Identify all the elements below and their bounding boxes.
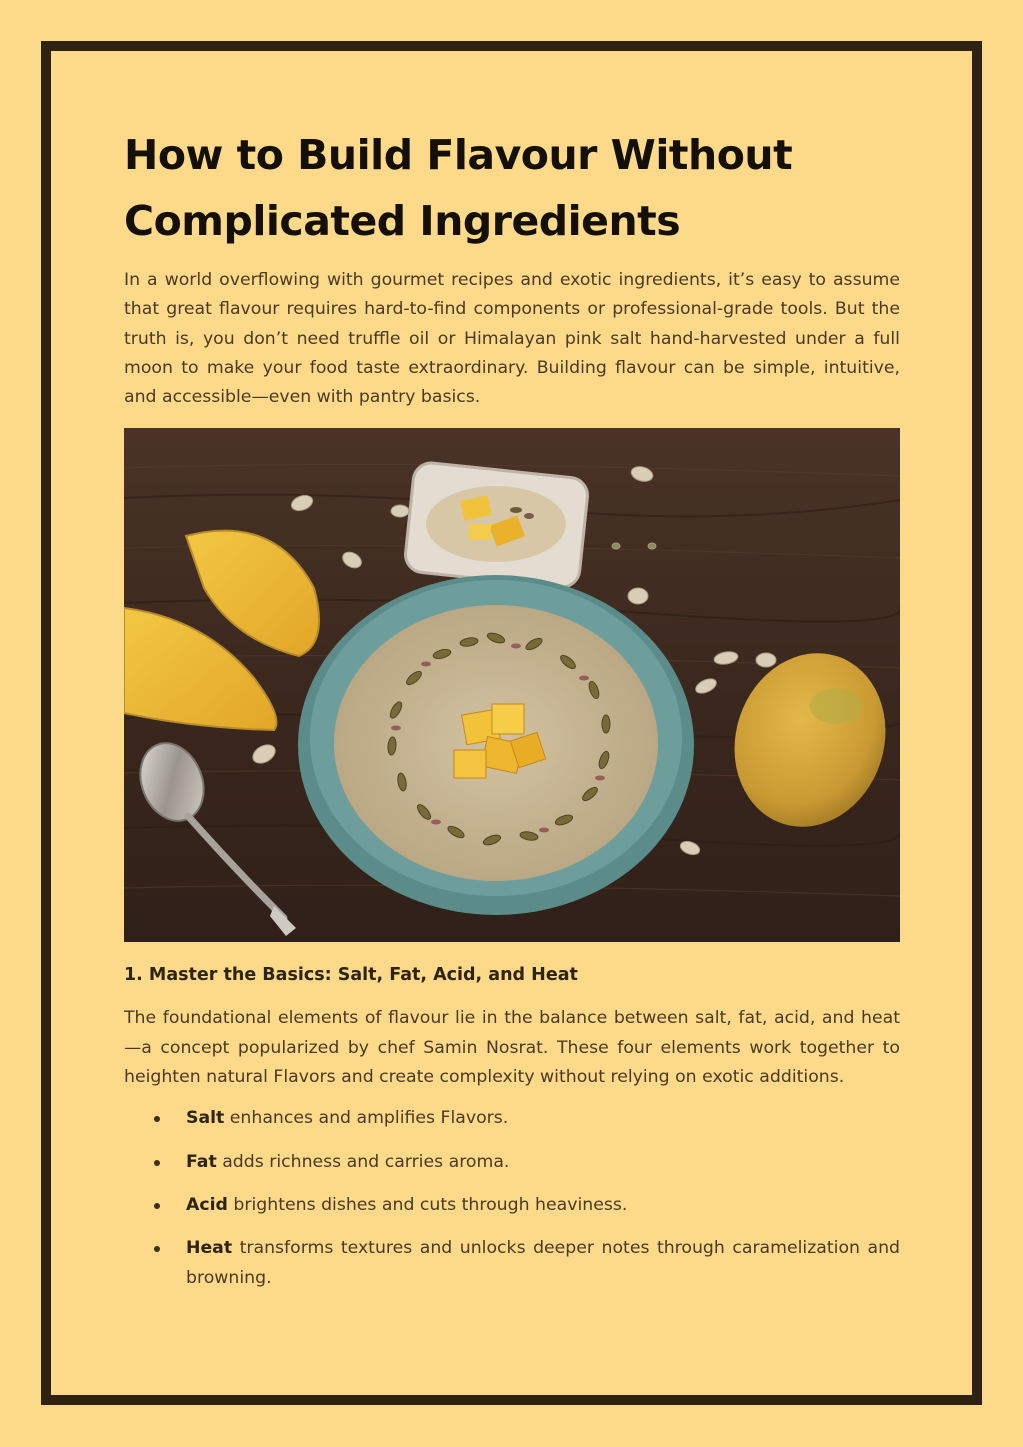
bullet-text: adds richness and carries aroma.: [216, 1151, 510, 1172]
bullet-text: enhances and amplifies Flavors.: [224, 1108, 509, 1129]
page-title: [124, 122, 900, 254]
section-heading: 1. Master the Basics: Salt, Fat, Acid, and Heat: [124, 965, 578, 986]
bullet-icon: [154, 1116, 160, 1122]
bullet-text: transforms textures and unlocks deeper notes through caramelization and browning.: [186, 1238, 900, 1288]
title-line-1: How to Build Flavour Without: [124, 131, 793, 179]
bullet-term: Salt: [186, 1108, 225, 1129]
list-item: [124, 1104, 900, 1133]
section-paragraph: The foundational elements of flavour lie in the balance between salt, fat, acid, and heat—a concept popularized by chef Samin Nosrat. These four elements work together to heighten natural Flavors and create complexity without relying on exotic additions.: [124, 1008, 900, 1088]
bullet-term: Acid: [186, 1194, 228, 1215]
article-content: [124, 122, 900, 1307]
bullet-term: Fat: [186, 1151, 217, 1172]
bullet-list: [124, 1104, 900, 1292]
intro-paragraph: In a world overflowing with gourmet recipes and exotic ingredients, it’s easy to assume that great flavour requires hard-to-find components or professional-grade tools. But the truth is, you don’t need truffle oil or Himalayan pink salt hand-harvested under a full moon to make your food taste extraordinary. Building flavour can be simple, intuitive, and accessible—even with pantry basics.: [124, 270, 900, 408]
list-item: [124, 1234, 900, 1293]
bullet-icon: [154, 1203, 160, 1209]
bullet-term: Heat: [186, 1238, 233, 1259]
list-item: [124, 1191, 900, 1220]
list-item: [124, 1148, 900, 1177]
bullet-icon: [154, 1246, 160, 1252]
hero-image: [124, 428, 900, 942]
title-line-2: Complicated Ingredients: [124, 197, 681, 245]
bullet-icon: [154, 1160, 160, 1166]
bullet-text: brightens dishes and cuts through heaviness.: [227, 1194, 628, 1215]
